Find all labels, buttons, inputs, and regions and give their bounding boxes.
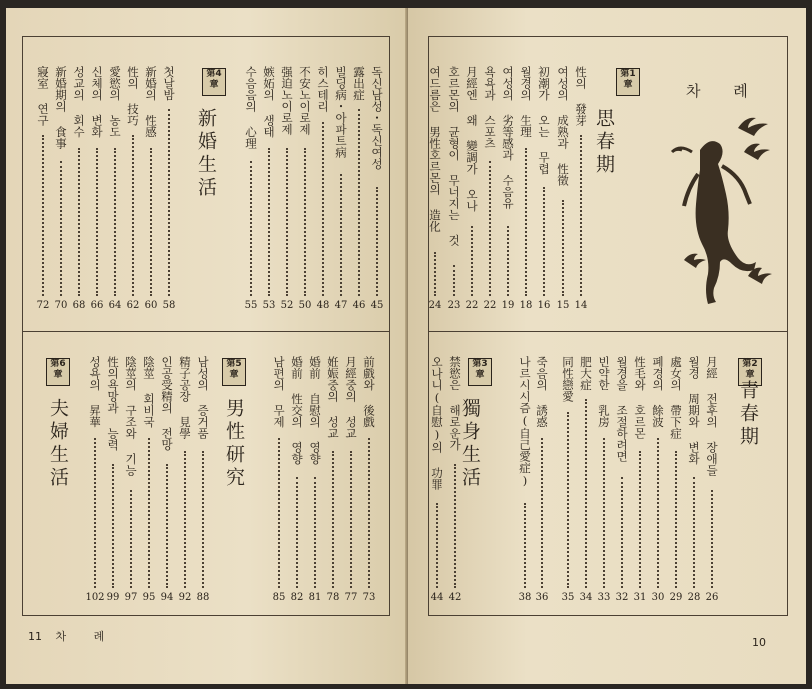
toc-leader-dots xyxy=(332,451,334,588)
toc-page-number: 23 xyxy=(447,300,461,311)
toc-page-number: 45 xyxy=(370,300,384,311)
toc-page-number: 72 xyxy=(36,300,50,311)
toc-entry-title: 오나니(自慰)의 功罪 xyxy=(430,356,444,490)
toc-entry-title: 性毛와 호르몬 xyxy=(633,356,647,439)
toc-leader-dots xyxy=(166,464,168,588)
toc-entry-title: 여성의 成熟과 性徵 xyxy=(556,66,570,186)
toc-leader-dots xyxy=(657,438,659,588)
toc-entry[interactable] xyxy=(178,356,192,606)
toc-entry-title: 肥大症 xyxy=(579,356,593,391)
toc-page-number: 82 xyxy=(290,592,304,603)
book-spread xyxy=(6,8,806,684)
toc-page-number: 29 xyxy=(669,592,683,603)
toc-entry-title: 寢室 연구 xyxy=(36,66,50,126)
toc-leader-dots xyxy=(603,438,605,588)
toc-page-number: 18 xyxy=(519,300,533,311)
toc-page-number: 58 xyxy=(162,300,176,311)
toc-page-number: 35 xyxy=(561,592,575,603)
toc-entry-title: 精子공장 見學 xyxy=(178,356,192,439)
toc-entry[interactable] xyxy=(483,66,497,314)
chapter-title: 夫婦生活 xyxy=(47,398,69,490)
toc-leader-dots xyxy=(453,265,455,296)
toc-entry[interactable] xyxy=(262,66,276,314)
toc-page-number: 99 xyxy=(106,592,120,603)
toc-leader-dots xyxy=(340,174,342,296)
toc-leader-dots xyxy=(541,438,543,588)
toc-entry-title: 성욕의 昇華 xyxy=(88,356,102,428)
toc-page-number: 30 xyxy=(651,592,665,603)
toc-leader-dots xyxy=(78,148,80,296)
toc-entry-title: 죽음의 誘惑 xyxy=(535,356,549,428)
toc-leader-dots xyxy=(296,477,298,588)
chapter-badge: 第5章 xyxy=(222,358,246,386)
toc-leader-dots xyxy=(436,503,438,588)
toc-leader-dots xyxy=(350,451,352,588)
toc-leader-dots xyxy=(322,122,324,296)
toc-entry[interactable] xyxy=(705,356,719,606)
toc-entry-title: 前戲와 後戲 xyxy=(362,356,376,428)
toc-entry-title: 性의 技巧 xyxy=(126,66,140,126)
toc-entry-title: 월경을 조절하려면 xyxy=(615,356,629,462)
toc-entry[interactable] xyxy=(430,356,444,606)
toc-entry[interactable] xyxy=(597,356,611,606)
toc-page-number: 19 xyxy=(501,300,515,311)
toc-entry[interactable] xyxy=(280,66,294,314)
toc-entry-title: 姙娠중의 성교 xyxy=(326,356,340,439)
toc-entry-title: 初潮가 오는 무렵 xyxy=(537,66,551,175)
toc-entry[interactable] xyxy=(108,66,122,314)
toc-entry[interactable] xyxy=(518,356,532,606)
toc-entry-title: 月經 전후의 장애들 xyxy=(705,356,719,476)
toc-leader-dots xyxy=(434,252,436,296)
folio-right-number: 10 xyxy=(752,636,766,649)
toc-page-number: 24 xyxy=(428,300,442,311)
toc-entry[interactable] xyxy=(144,66,158,314)
toc-entry-title: 여성의 劣等感과 수음유 xyxy=(501,66,515,209)
toc-entry-title: 남성의 증거품 xyxy=(196,356,210,439)
toc-leader-dots xyxy=(585,399,587,588)
toc-entry[interactable] xyxy=(519,66,533,314)
toc-page-number: 38 xyxy=(518,592,532,603)
toc-leader-dots xyxy=(525,148,527,296)
chapter-badge: 第1章 xyxy=(616,68,640,96)
toc-title: 차 례 xyxy=(686,82,762,100)
toc-leader-dots xyxy=(368,438,370,588)
toc-entry-title: 性의욕망과 능력 xyxy=(106,356,120,451)
toc-entry[interactable] xyxy=(85,356,105,606)
chapter-badge: 第4章 xyxy=(202,68,226,96)
toc-entry-title: 露出症 xyxy=(352,66,366,101)
toc-entry[interactable] xyxy=(428,66,442,314)
toc-leader-dots xyxy=(675,451,677,588)
left-page xyxy=(6,8,408,684)
toc-entry[interactable] xyxy=(651,356,665,606)
toc-entry-title: 新婚期의 食事 xyxy=(54,66,68,149)
toc-entry-title: 新婚의 性感 xyxy=(144,66,158,138)
toc-entry-title: 나르시시즘(自己愛症) xyxy=(518,356,532,488)
toc-page-number: 44 xyxy=(430,592,444,603)
toc-page-number: 55 xyxy=(244,300,258,311)
toc-entry-title: 신체의 변화 xyxy=(90,66,104,138)
folio-left-label: 차 례 xyxy=(55,630,117,643)
toc-page-number: 94 xyxy=(160,592,174,603)
toc-entry-title: 處女의 帶下症 xyxy=(669,356,683,439)
toc-entry[interactable] xyxy=(556,66,570,314)
toc-entry[interactable] xyxy=(308,356,322,606)
toc-page-number: 47 xyxy=(334,300,348,311)
toc-page-number: 78 xyxy=(326,592,340,603)
toc-page-number: 26 xyxy=(705,592,719,603)
toc-leader-dots xyxy=(567,412,569,588)
chapter-title: 新婚生活 xyxy=(195,108,217,200)
toc-page-number: 32 xyxy=(615,592,629,603)
toc-leader-dots xyxy=(358,109,360,296)
toc-entry[interactable] xyxy=(196,356,210,606)
toc-page-number: 22 xyxy=(483,300,497,311)
toc-entry[interactable] xyxy=(334,66,348,314)
toc-entry-title: 욕욕과 스포츠 xyxy=(483,66,497,149)
toc-page-number: 42 xyxy=(448,592,462,603)
toc-entry[interactable] xyxy=(669,356,683,606)
toc-page-number: 70 xyxy=(54,300,68,311)
toc-leader-dots xyxy=(543,187,545,296)
toc-leader-dots xyxy=(60,161,62,296)
toc-entry[interactable] xyxy=(162,66,176,314)
toc-entry[interactable] xyxy=(537,66,551,314)
toc-entry-title: 히스테리 xyxy=(316,66,330,112)
toc-page-number: 60 xyxy=(144,300,158,311)
toc-page-number: 34 xyxy=(579,592,593,603)
toc-leader-dots xyxy=(148,438,150,588)
toc-leader-dots xyxy=(202,451,204,588)
toc-page-number: 52 xyxy=(280,300,294,311)
toc-leader-dots xyxy=(96,148,98,296)
toc-entry[interactable] xyxy=(124,356,138,606)
toc-leader-dots xyxy=(112,464,114,588)
toc-entry[interactable] xyxy=(160,356,174,606)
toc-page-number: 36 xyxy=(535,592,549,603)
right-page xyxy=(408,8,806,684)
toc-entry-title: 不安노이로제 xyxy=(298,66,312,135)
chapter-title: 男性研究 xyxy=(223,398,245,490)
woman-with-birds-illustration xyxy=(670,100,780,310)
toc-entry-title: 同性戀愛 xyxy=(561,356,575,402)
toc-page-number: 50 xyxy=(298,300,312,311)
toc-page-number: 48 xyxy=(316,300,330,311)
toc-page-number: 66 xyxy=(90,300,104,311)
toc-leader-dots xyxy=(580,135,582,296)
toc-entry[interactable] xyxy=(36,66,50,314)
toc-leader-dots xyxy=(621,477,623,588)
toc-entry[interactable] xyxy=(448,356,462,606)
toc-page-number: 16 xyxy=(537,300,551,311)
toc-leader-dots xyxy=(471,226,473,296)
chapter-badge: 第6章 xyxy=(46,358,70,386)
toc-leader-dots xyxy=(489,161,491,296)
toc-leader-dots xyxy=(314,477,316,588)
toc-entry-title: 禁慾은 해로운가 xyxy=(448,356,462,451)
toc-entry[interactable] xyxy=(54,66,68,314)
toc-leader-dots xyxy=(454,464,456,588)
toc-leader-dots xyxy=(278,438,280,588)
toc-entry[interactable] xyxy=(142,356,156,606)
toc-leader-dots xyxy=(42,135,44,296)
toc-leader-dots xyxy=(94,438,96,588)
toc-leader-dots xyxy=(184,451,186,588)
toc-entry-title: 性의 發芽 xyxy=(574,66,588,126)
toc-entry-title: 월경의 生理 xyxy=(519,66,533,138)
toc-page-number: 85 xyxy=(272,592,286,603)
toc-entry-title: 호르몬의 균형이 무너지는 것 xyxy=(447,66,461,246)
toc-entry[interactable] xyxy=(106,356,120,606)
toc-entry[interactable] xyxy=(362,356,376,606)
toc-entry[interactable] xyxy=(579,356,593,606)
toc-entry[interactable] xyxy=(126,66,140,314)
toc-entry-title: 婚前 性交의 영향 xyxy=(290,356,304,465)
toc-entry-title: 첫날밤 xyxy=(162,66,176,101)
toc-page-number: 62 xyxy=(126,300,140,311)
toc-leader-dots xyxy=(132,135,134,296)
toc-leader-dots xyxy=(524,503,526,588)
right-page-divider xyxy=(428,331,788,332)
toc-entry[interactable] xyxy=(535,356,549,606)
toc-entry[interactable] xyxy=(298,66,312,314)
toc-entry[interactable] xyxy=(687,356,701,606)
toc-leader-dots xyxy=(693,477,695,588)
toc-entry-title: 빈약한 乳房 xyxy=(597,356,611,428)
toc-entry[interactable] xyxy=(244,66,258,314)
toc-leader-dots xyxy=(562,200,564,296)
toc-leader-dots xyxy=(114,148,116,296)
toc-leader-dots xyxy=(376,187,378,296)
toc-entry[interactable] xyxy=(465,66,479,314)
toc-entry-title: 인공受精의 전망 xyxy=(160,356,174,451)
toc-entry-title: 婚前 自慰의 영향 xyxy=(308,356,322,465)
toc-page-number: 53 xyxy=(262,300,276,311)
toc-entry[interactable] xyxy=(370,66,384,314)
chapter-badge: 第2章 xyxy=(738,358,762,386)
toc-entry[interactable] xyxy=(272,356,286,606)
toc-page-number: 64 xyxy=(108,300,122,311)
toc-leader-dots xyxy=(130,490,132,588)
toc-page-number: 95 xyxy=(142,592,156,603)
toc-entry-title: 월경 周期와 변화 xyxy=(687,356,701,465)
chapter-title: 青春期 xyxy=(737,380,759,449)
toc-entry-title: 月經엔 왜 變調가 오나 xyxy=(465,66,479,212)
toc-page-number: 46 xyxy=(352,300,366,311)
toc-entry-title: 陰莖 회비국 xyxy=(142,356,156,428)
toc-entry[interactable] xyxy=(90,66,104,314)
toc-entry-title: 빌딩病・아파트病 xyxy=(334,66,348,158)
toc-entry[interactable] xyxy=(633,356,647,606)
folio-left xyxy=(28,628,116,644)
toc-entry-title: 폐경의 餘波 xyxy=(651,356,665,428)
toc-entry-title: 愛慾의 농도 xyxy=(108,66,122,138)
toc-entry[interactable] xyxy=(290,356,304,606)
toc-entry-title: 성교의 회수 xyxy=(72,66,86,138)
toc-page-number: 102 xyxy=(85,592,105,603)
toc-entry[interactable] xyxy=(447,66,461,314)
toc-page-number: 81 xyxy=(308,592,322,603)
toc-entry[interactable] xyxy=(501,66,515,314)
toc-leader-dots xyxy=(304,148,306,296)
toc-entry[interactable] xyxy=(344,356,358,606)
toc-page-number: 77 xyxy=(344,592,358,603)
toc-leader-dots xyxy=(507,226,509,296)
toc-entry-title: 수음음의 心理 xyxy=(244,66,258,149)
toc-page-number: 31 xyxy=(633,592,647,603)
toc-leader-dots xyxy=(639,451,641,588)
toc-entry-title: 月經중의 성교 xyxy=(344,356,358,439)
toc-entry-title: 陰莖의 구조와 기능 xyxy=(124,356,138,476)
toc-entry[interactable] xyxy=(326,356,340,606)
toc-leader-dots xyxy=(711,490,713,588)
toc-page-number: 92 xyxy=(178,592,192,603)
left-page-divider xyxy=(22,331,390,332)
toc-page-number: 73 xyxy=(362,592,376,603)
toc-page-number: 14 xyxy=(574,300,588,311)
toc-page-number: 33 xyxy=(597,592,611,603)
toc-page-number: 68 xyxy=(72,300,86,311)
toc-entry-title: 독신남성・독신여성 xyxy=(370,66,384,170)
toc-page-number: 15 xyxy=(556,300,570,311)
toc-entry[interactable] xyxy=(561,356,575,606)
toc-entry[interactable] xyxy=(615,356,629,606)
toc-leader-dots xyxy=(250,161,252,296)
toc-page-number: 97 xyxy=(124,592,138,603)
toc-page-number: 88 xyxy=(196,592,210,603)
toc-entry-title: 强迫노이로제 xyxy=(280,66,294,135)
toc-leader-dots xyxy=(286,148,288,296)
toc-entry[interactable] xyxy=(72,66,86,314)
toc-entry-title: 여드름은 男性호르몬의 造化 xyxy=(428,66,442,232)
toc-page-number: 28 xyxy=(687,592,701,603)
toc-entry-title: 嫉妬의 생태 xyxy=(262,66,276,138)
toc-entry-title: 남편의 무제 xyxy=(272,356,286,428)
toc-leader-dots xyxy=(168,109,170,296)
toc-page-number: 22 xyxy=(465,300,479,311)
chapter-badge: 第3章 xyxy=(468,358,492,386)
toc-entry[interactable] xyxy=(352,66,366,314)
toc-leader-dots xyxy=(150,148,152,296)
chapter-title: 思春期 xyxy=(593,108,615,177)
toc-entry[interactable] xyxy=(574,66,588,314)
folio-left-number: 11 xyxy=(28,630,42,643)
toc-leader-dots xyxy=(268,148,270,296)
toc-entry[interactable] xyxy=(316,66,330,314)
chapter-title: 獨身生活 xyxy=(459,398,481,490)
